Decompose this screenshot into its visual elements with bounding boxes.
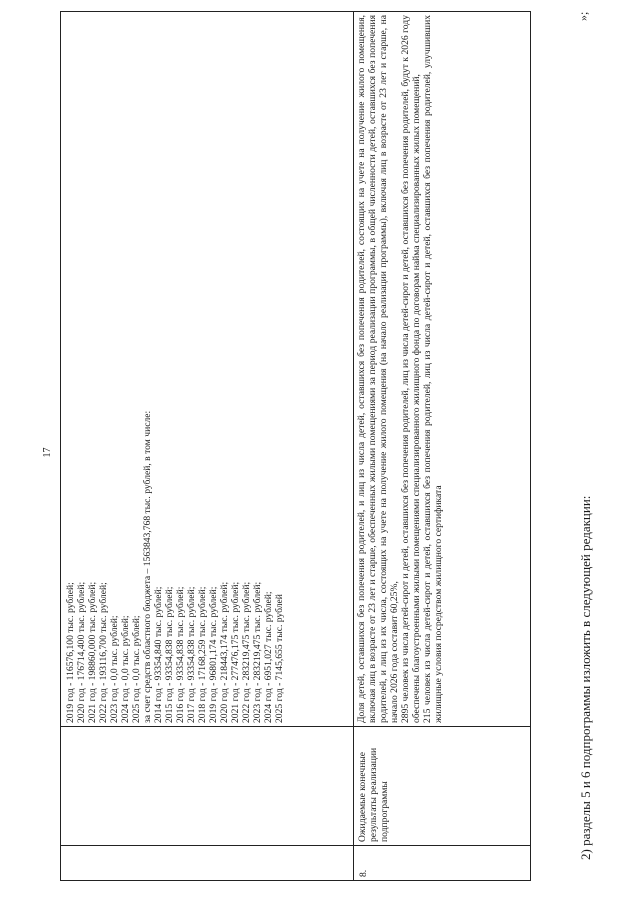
closing-quote: »; [576, 11, 590, 21]
funding-line: 2025 год - 0,0 тыс. рублей; [131, 615, 142, 723]
funding-line: 2018 год - 17168,259 тыс. рублей; [197, 586, 208, 723]
results-paragraph: 2895 человек из числа детей-сирот и детей, оставшихся без попечения родителей, лиц из числа детей-сирот и детей, оставшихся без попечения родителей, будут к 2026 году обеспечены благоустроенными жилыми помещениями специализированного жилищного фонда по договорам найма специализированных жилых помещений, [400, 15, 422, 723]
funding-line: 2020 год - 218443,174 тыс. рублей; [219, 581, 230, 723]
funding-line: за счет средств областного бюджета – 1563843,768 тыс. рублей, в том числе: [142, 410, 153, 723]
funding-line: 2021 год - 198860,000 тыс. рублей; [87, 581, 98, 723]
results-cell [354, 12, 531, 727]
results-paragraph: 215 человек из числа детей-сирот и детей, оставшихся без попечения родителей, лиц из числа детей-сирот и детей, оставшихся без попечения родителей, улучшивших жилищные условия посредством жилищного сертификата [422, 15, 444, 723]
funding-line: 2016 год - 93354,838 тыс. рублей; [175, 586, 186, 723]
amendment-text: 2) разделы 5 и 6 подпрограммы изложить в следующей редакции: [578, 495, 593, 860]
page-number: 17 [42, 447, 53, 458]
funding-line: 2020 год - 176714,400 тыс. рублей; [76, 581, 87, 723]
funding-line: 2023 год - 0,0 тыс. рублей; [109, 615, 120, 723]
funding-line: 2022 год - 193116,700 тыс. рублей; [98, 582, 109, 723]
row-number-cell: 8. [354, 846, 531, 881]
table-row [61, 12, 354, 881]
row-number-cell [61, 846, 354, 881]
table-row [354, 12, 531, 881]
results-paragraph: Доля детей, оставшихся без попечения родителей, и лиц из числа детей, оставшихся без попечения родителей, состоящих на учете на получение жилого помещения, включая лиц в возрасте от 23 лет и старше, обеспеченных жилыми помещениями за период реализации программы, в общей численности детей, оставшихся без попечения родителей, и лиц из их числа, состоящих на учете на получение жилого помещения (на начало реализации программы), включая лиц в возрасте от 23 лет и старше, на начало 2026 года составит 60,25%, [356, 15, 400, 723]
funding-line: 2014 год - 93354,840 тыс. рублей; [153, 586, 164, 723]
funding-line: 2021 год - 277476,175 тыс. рублей; [230, 581, 241, 723]
funding-line: 2024 год - 0,0 тыс. рублей; [120, 615, 131, 723]
funding-cell [61, 12, 354, 727]
row-label-cell: Ожидаемые конечные результаты реализации подпрограммы [354, 727, 531, 846]
funding-line: 2025 год - 7145,655 тыс. рублей [274, 594, 285, 723]
funding-line: 2024 год - 6951,027 тыс. рублей; [263, 591, 274, 723]
funding-line: 2023 год - 283219,475 тыс. рублей; [252, 581, 263, 723]
row-label-cell [61, 727, 354, 846]
funding-line: 2019 год - 116576,100 тыс. рублей; [65, 582, 76, 723]
funding-line: 2017 год - 93354,838 тыс. рублей; [186, 586, 197, 723]
funding-line: 2019 год - 96801,174 тыс. рублей; [208, 586, 219, 723]
funding-line: 2015 год - 93354,838 тыс. рублей; [164, 586, 175, 723]
funding-line: 2022 год - 283219,475 тыс. рублей; [241, 581, 252, 723]
subprogram-table [60, 11, 531, 881]
